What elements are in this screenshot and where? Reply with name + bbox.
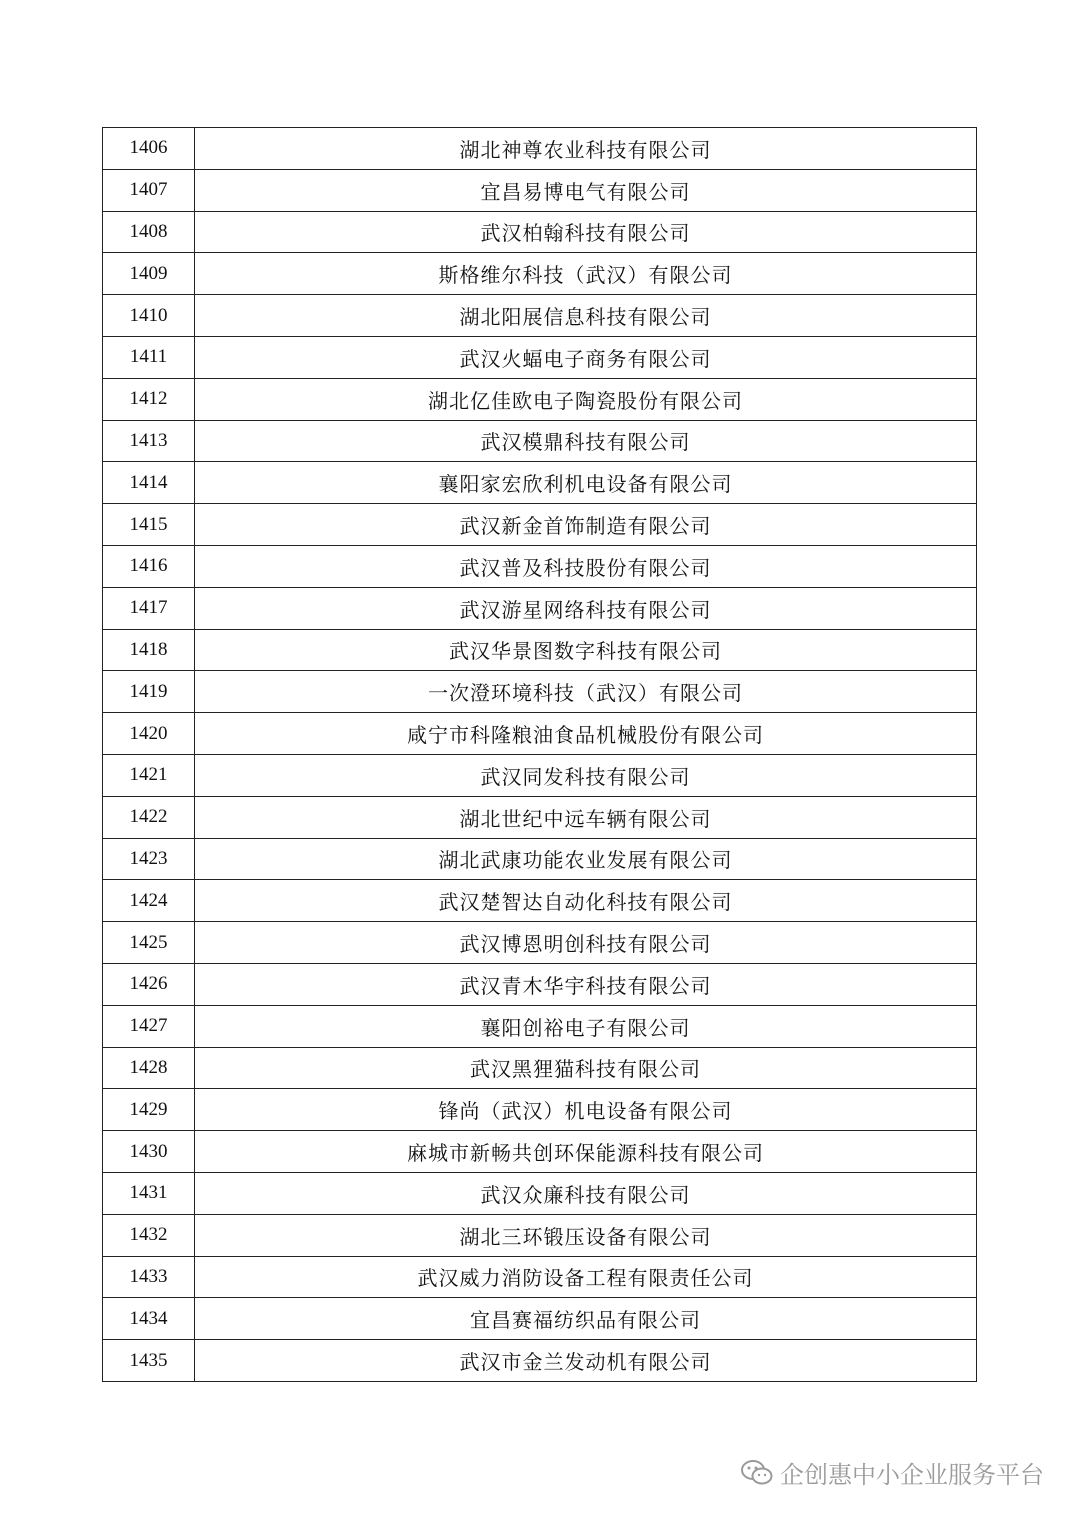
company-name: 武汉市金兰发动机有限公司 — [195, 1340, 977, 1382]
row-number: 1435 — [103, 1340, 195, 1382]
company-name: 咸宁市科隆粮油食品机械股份有限公司 — [195, 713, 977, 755]
company-name: 武汉博恩明创科技有限公司 — [195, 922, 977, 964]
table-row — [103, 1172, 977, 1214]
table-row — [103, 838, 977, 880]
row-number: 1431 — [103, 1172, 195, 1214]
company-name: 武汉众廉科技有限公司 — [195, 1172, 977, 1214]
row-number: 1408 — [103, 211, 195, 253]
table-row — [103, 1298, 977, 1340]
table-row — [103, 922, 977, 964]
wechat-icon — [740, 1458, 774, 1488]
table-row — [103, 1047, 977, 1089]
watermark-text: 企创惠中小企业服务平台 — [780, 1461, 1044, 1489]
row-number: 1417 — [103, 587, 195, 629]
table-row — [103, 629, 977, 671]
table-row — [103, 169, 977, 211]
row-number: 1406 — [103, 128, 195, 170]
company-name: 武汉火蝠电子商务有限公司 — [195, 336, 977, 378]
row-number: 1430 — [103, 1131, 195, 1173]
row-number: 1422 — [103, 796, 195, 838]
row-number: 1410 — [103, 295, 195, 337]
row-number: 1419 — [103, 671, 195, 713]
company-name: 湖北亿佳欧电子陶瓷股份有限公司 — [195, 378, 977, 420]
company-name: 武汉新金首饰制造有限公司 — [195, 504, 977, 546]
row-number: 1433 — [103, 1256, 195, 1298]
table-row — [103, 1089, 977, 1131]
table-row — [103, 587, 977, 629]
table-row — [103, 796, 977, 838]
row-number: 1425 — [103, 922, 195, 964]
table-row — [103, 1214, 977, 1256]
table-row — [103, 1005, 977, 1047]
company-name: 武汉同发科技有限公司 — [195, 754, 977, 796]
company-name: 湖北神尊农业科技有限公司 — [195, 128, 977, 170]
table-row — [103, 504, 977, 546]
company-name: 武汉威力消防设备工程有限责任公司 — [195, 1256, 977, 1298]
table-body — [103, 128, 977, 1382]
row-number: 1432 — [103, 1214, 195, 1256]
table-row — [103, 336, 977, 378]
row-number: 1426 — [103, 963, 195, 1005]
table-row — [103, 713, 977, 755]
row-number: 1416 — [103, 545, 195, 587]
table-row — [103, 545, 977, 587]
table-row — [103, 462, 977, 504]
table-row — [103, 880, 977, 922]
company-name: 武汉游星网络科技有限公司 — [195, 587, 977, 629]
company-name: 武汉楚智达自动化科技有限公司 — [195, 880, 977, 922]
company-name: 襄阳创裕电子有限公司 — [195, 1005, 977, 1047]
row-number: 1428 — [103, 1047, 195, 1089]
table-row — [103, 378, 977, 420]
table-row — [103, 211, 977, 253]
table-row — [103, 420, 977, 462]
row-number: 1412 — [103, 378, 195, 420]
row-number: 1409 — [103, 253, 195, 295]
table-row — [103, 671, 977, 713]
row-number: 1427 — [103, 1005, 195, 1047]
company-name: 武汉青木华宇科技有限公司 — [195, 963, 977, 1005]
table-row — [103, 295, 977, 337]
company-name: 麻城市新畅共创环保能源科技有限公司 — [195, 1131, 977, 1173]
company-name: 湖北三环锻压设备有限公司 — [195, 1214, 977, 1256]
row-number: 1414 — [103, 462, 195, 504]
company-name: 锋尚（武汉）机电设备有限公司 — [195, 1089, 977, 1131]
table-row — [103, 1340, 977, 1382]
company-name: 武汉华景图数字科技有限公司 — [195, 629, 977, 671]
table-row — [103, 1256, 977, 1298]
table-row — [103, 128, 977, 170]
row-number: 1415 — [103, 504, 195, 546]
company-name: 湖北阳展信息科技有限公司 — [195, 295, 977, 337]
row-number: 1424 — [103, 880, 195, 922]
table-row — [103, 253, 977, 295]
company-name: 湖北世纪中远车辆有限公司 — [195, 796, 977, 838]
row-number: 1421 — [103, 754, 195, 796]
watermark — [740, 1455, 1044, 1490]
table-row — [103, 754, 977, 796]
company-name: 宜昌赛福纺织品有限公司 — [195, 1298, 977, 1340]
row-number: 1413 — [103, 420, 195, 462]
company-name: 一次澄环境科技（武汉）有限公司 — [195, 671, 977, 713]
row-number: 1418 — [103, 629, 195, 671]
table-row — [103, 1131, 977, 1173]
row-number: 1423 — [103, 838, 195, 880]
company-name: 襄阳家宏欣利机电设备有限公司 — [195, 462, 977, 504]
table-row — [103, 963, 977, 1005]
row-number: 1411 — [103, 336, 195, 378]
company-name: 湖北武康功能农业发展有限公司 — [195, 838, 977, 880]
row-number: 1434 — [103, 1298, 195, 1340]
company-name: 宜昌易博电气有限公司 — [195, 169, 977, 211]
company-list-table — [102, 127, 977, 1382]
company-name: 斯格维尔科技（武汉）有限公司 — [195, 253, 977, 295]
company-name: 武汉柏翰科技有限公司 — [195, 211, 977, 253]
row-number: 1429 — [103, 1089, 195, 1131]
row-number: 1407 — [103, 169, 195, 211]
company-name: 武汉黑狸猫科技有限公司 — [195, 1047, 977, 1089]
company-name: 武汉模鼎科技有限公司 — [195, 420, 977, 462]
row-number: 1420 — [103, 713, 195, 755]
company-name: 武汉普及科技股份有限公司 — [195, 545, 977, 587]
